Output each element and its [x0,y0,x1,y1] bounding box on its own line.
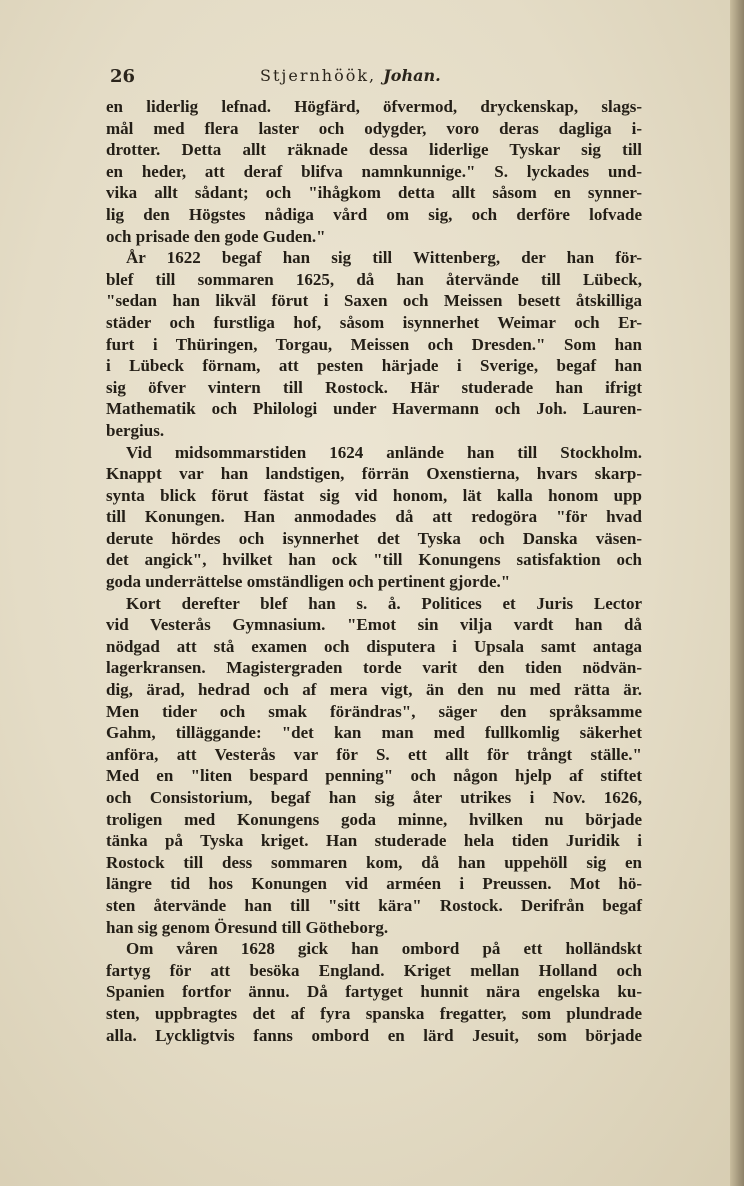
body-text [106,96,642,1046]
text-line: vid Vesterås Gymnasium. "Emot sin vilja vardt han då [106,615,642,635]
text-line: vika allt sådant; och "ihågkom detta allt såsom en synner- [106,183,642,203]
text-line: nödgad att stå examen och disputera i Upsala samt antaga [106,636,642,656]
text-line: furt i Thüringen, Torgau, Meissen och Dresden." Som han [106,334,642,354]
text-line: blef till sommaren 1625, då han återvände till Lübeck, [106,269,642,289]
text-line: och prisade den gode Guden." [106,226,326,246]
text-line: sten, uppbragtes det af fyra spanska fregatter, som plundrade [106,1003,642,1023]
text-line: drotter. Detta allt räknade dessa liderlige Tyskar sig till [106,140,642,160]
text-line: dig, ärad, hedrad och af mera vigt, än den nu med rätta är. [106,680,642,700]
text-line: bergius. [106,420,165,440]
text-line: synta blick förut fästat sig vid honom, lät kalla honom upp [106,485,642,505]
page-header [110,66,670,90]
text-line: sten återvände han till "sitt kära" Rostock. Derifrån begaf [106,895,642,915]
running-title-surname: Stjernhöök, [260,66,377,85]
running-title-given-name: Johan. [383,66,441,85]
text-line: "sedan han likväl förut i Saxen och Meissen besett åtskilliga [106,291,642,311]
text-line: goda underrättelse omständligen och pertinent gjorde." [106,572,511,592]
text-line: och Consistorium, begaf han sig åter utrikes i Nov. 1626, [106,788,642,807]
running-title [260,66,441,85]
text-line: tänka på Tyska kriget. Han studerade hela tiden Juridik i [106,831,642,851]
text-line: Vid midsommarstiden 1624 anlände han till Stockholm. [126,442,642,462]
text-line: Gahm, tilläggande: "det kan man med fullkomlig säkerhet [106,723,642,743]
text-line: till Konungen. Han anmodades då att redogöra "för hvad [106,507,642,527]
text-line: Kort derefter blef han s. å. Politices et Juris Lector [126,593,642,613]
text-line: År 1622 begaf han sig till Wittenberg, der han för- [126,248,642,268]
text-line: mål med flera laster och odygder, voro deras dagliga i- [106,118,642,138]
text-line: derute hördes och isynnerhet det Tyska och Danska väsen- [106,528,642,548]
text-line: lig den Högstes nådiga vård om sig, och derföre lofvade [106,204,642,224]
text-line: längre tid hos Konungen vid arméen i Preussen. Mot hö- [106,874,642,894]
text-line: han sig genom Öresund till Götheborg. [106,917,389,937]
text-line: en liderlig lefnad. Högfärd, öfvermod, dryckenskap, slags- [106,97,642,116]
text-line: Om våren 1628 gick han ombord på ett holländskt [126,939,642,959]
text-line: alla. Lyckligtvis fanns ombord en lärd Jesuit, som började [106,1025,642,1045]
text-line: Men tider och smak förändras", säger den språksamme [106,701,642,721]
text-line: fartyg för att besöka England. Kriget mellan Holland och [106,960,642,980]
text-line: det angick", hvilket han ock "till Konungens satisfaktion och [106,550,642,570]
text-line: en heder, att deraf blifva namnkunnige." S. lyckades und- [106,161,642,181]
page-number: 26 [110,66,136,87]
page-edge [730,0,744,1186]
text-line: i Lübeck förnam, att pesten härjade i Sverige, begaf han [106,356,642,376]
text-line: Rostock till dess sommaren kom, då han uppehöll sig en [106,852,642,872]
text-line: lagerkransen. Magistergraden torde varit den tiden nödvän- [106,658,642,678]
text-line: Mathematik och Philologi under Havermann och Joh. Lauren- [106,399,642,419]
text-line: Med en "liten bespard penning" och någon hjelp af stiftet [106,766,642,786]
text-line: troligen med Konungens goda minne, hvilken nu började [106,809,642,829]
text-line: Knappt var han landstigen, förrän Oxenstierna, hvars skarp- [106,464,642,484]
text-line: sig öfver vintern till Rostock. Här studerade han ifrigt [106,377,642,397]
text-line: Spanien fortfor ännu. Då fartyget hunnit nära engelska ku- [106,982,642,1002]
text-line: anföra, att Vesterås var för S. ett allt för trångt ställe." [106,744,642,764]
text-line: städer och furstliga hof, såsom isynnerhet Weimar och Er- [106,312,642,332]
